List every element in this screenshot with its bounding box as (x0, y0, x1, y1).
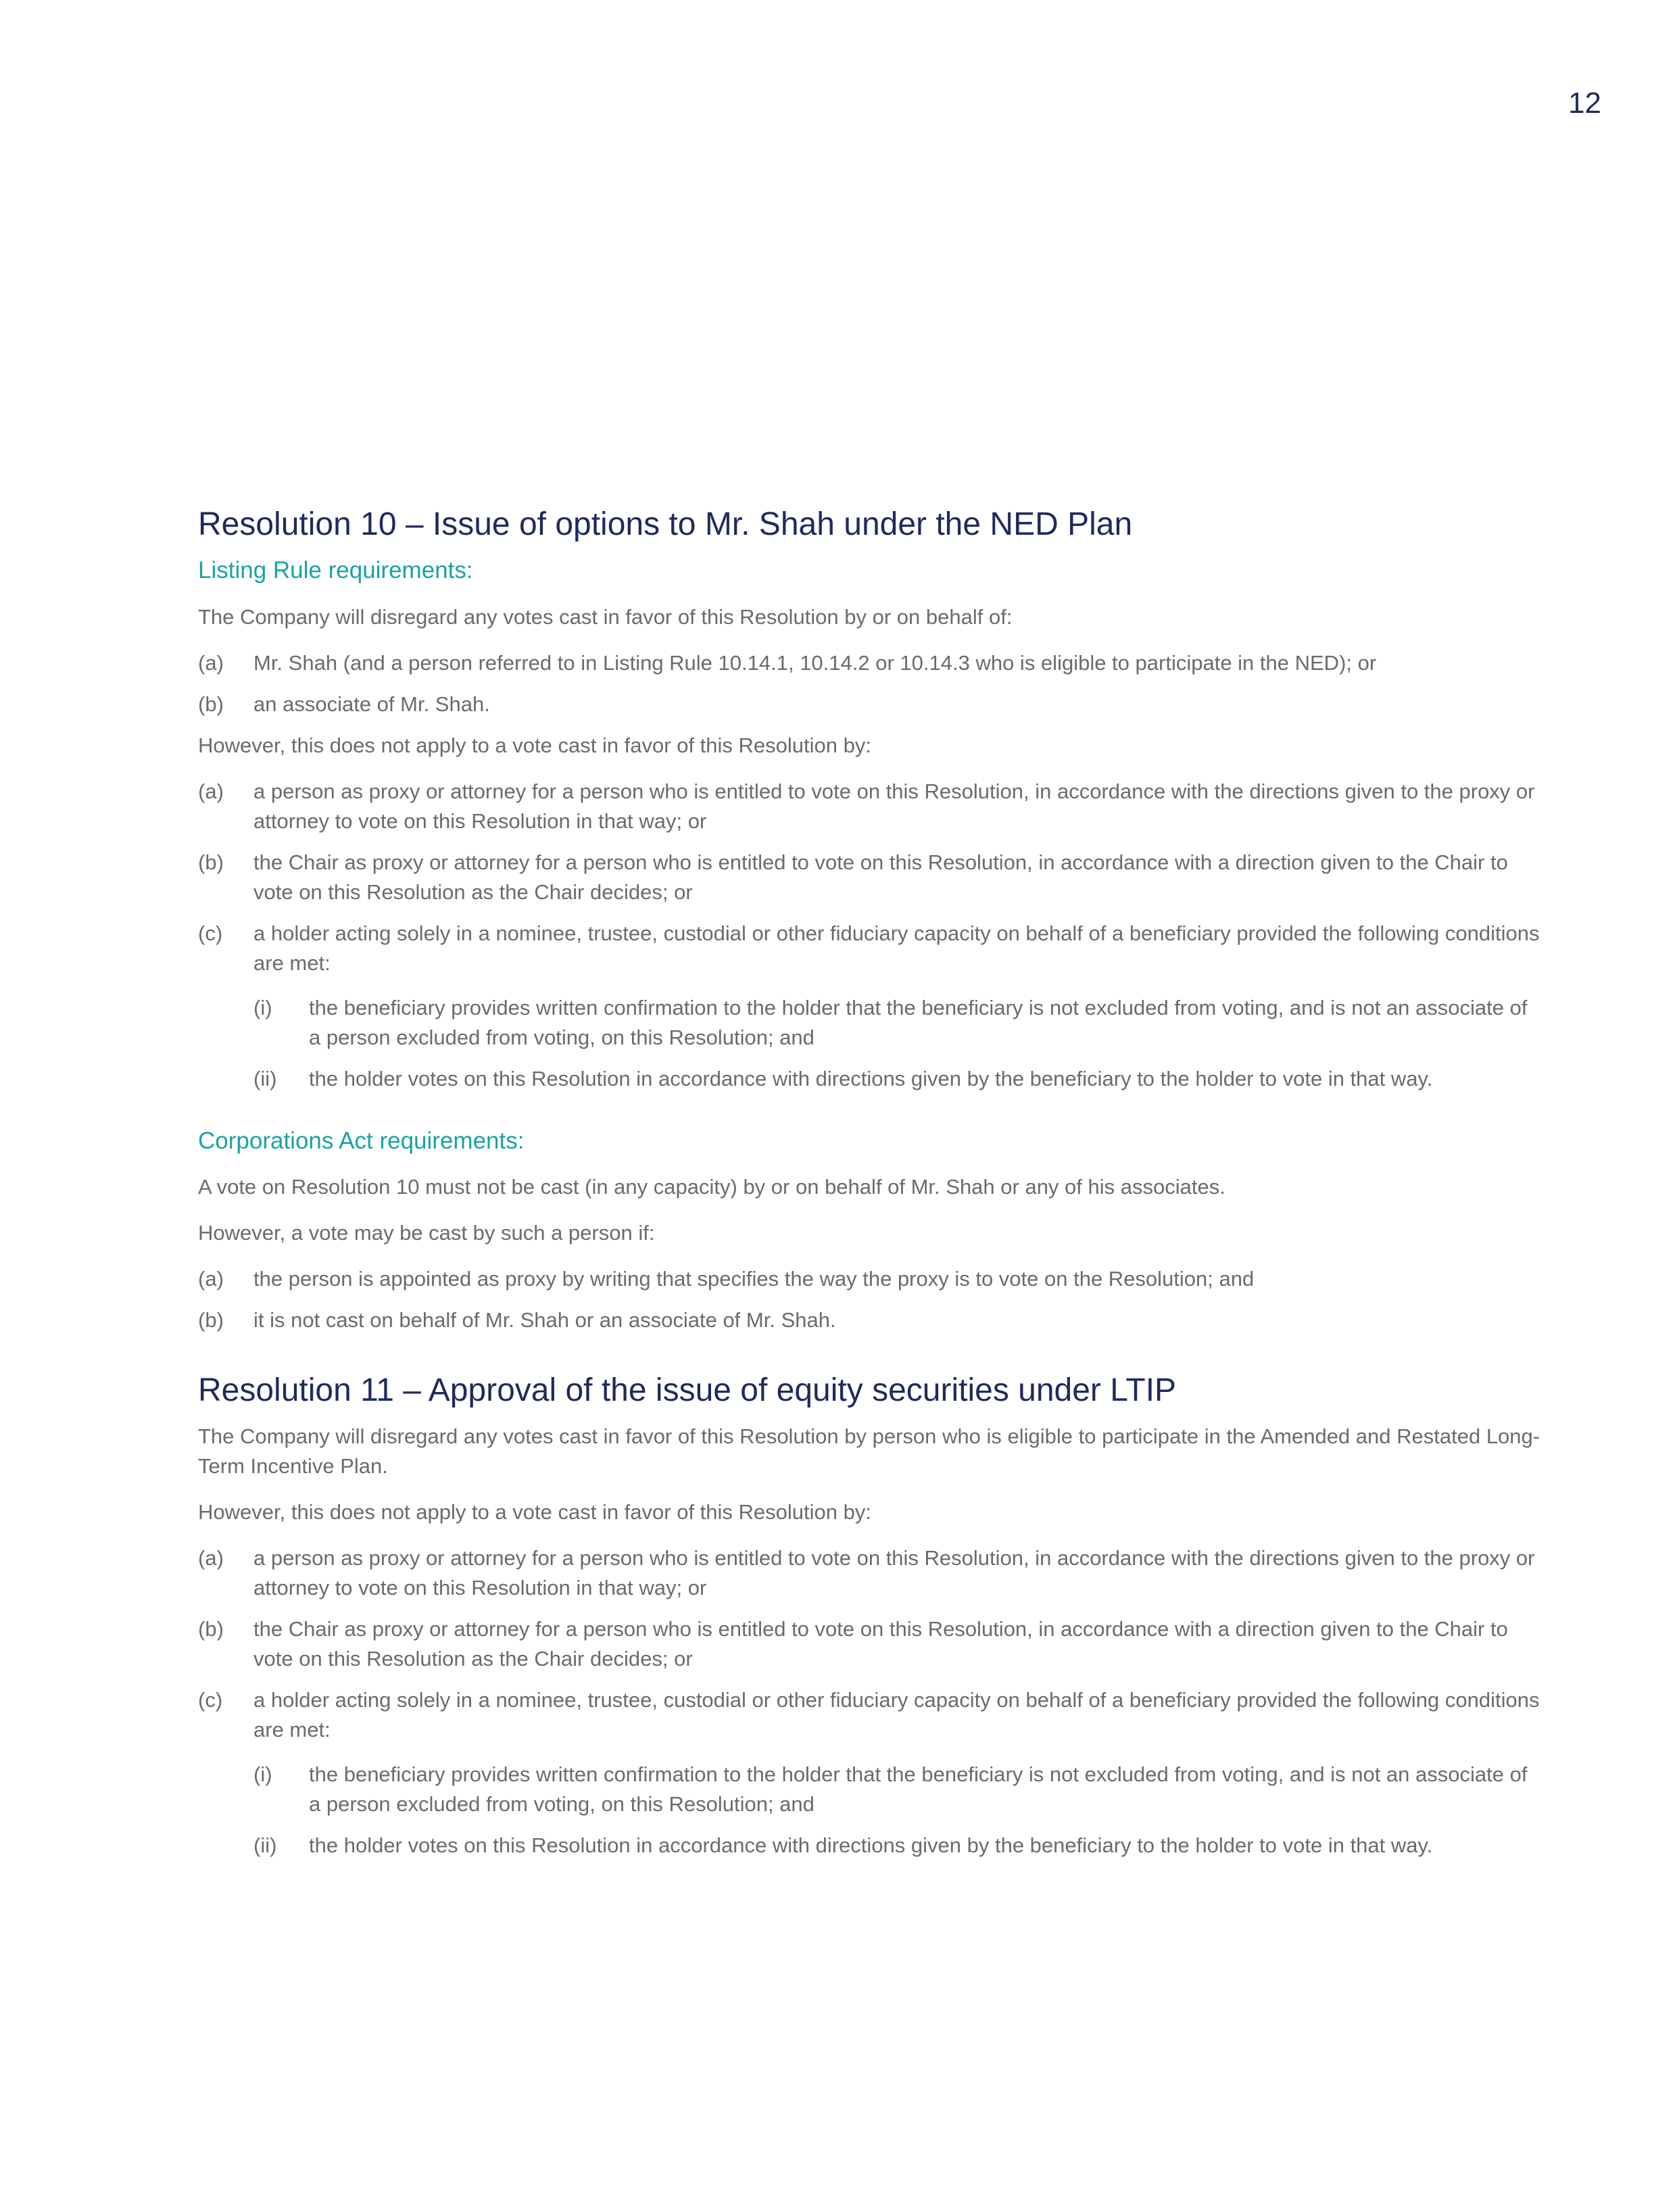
list-text: the Chair as proxy or attorney for a person who is entitled to vote on this Resolution, in accordance with a direction given to the Chair to vote on this Resolution as the Chair decides; or (253, 850, 1508, 904)
list-item (198, 1305, 1543, 1335)
list-marker: (b) (198, 1616, 224, 1641)
list-text: the holder votes on this Resolution in accordance with directions given by the beneficiary to the holder to vote in that way. (309, 1833, 1433, 1857)
list-item (198, 1614, 1543, 1674)
list-text: the Chair as proxy or attorney for a person who is entitled to vote on this Resolution, in accordance with a direction given to the Chair to vote on this Resolution as the Chair decides; or (253, 1616, 1508, 1670)
list-marker: (b) (198, 850, 224, 874)
list-marker: (a) (198, 779, 224, 803)
corporations-act-intro: A vote on Resolution 10 must not be cast (in any capacity) by or on behalf of Mr. Shah or any of his associates. (198, 1175, 1225, 1199)
list-text: the beneficiary provides written confirmation to the holder that the beneficiary is not excluded from voting, and is not an associate of a person excluded from voting, on this Resolution; and (309, 1762, 1528, 1816)
list-item (198, 648, 1543, 678)
list-item (198, 1264, 1543, 1294)
resolution-10-section (198, 504, 1543, 1335)
resolution-11-title: Resolution 11 – Approval of the issue of equity securities under LTIP (198, 1372, 1177, 1409)
resolution-10-intro: The Company will disregard any votes cast in favor of this Resolution by or on behalf of: (198, 604, 1013, 629)
list-text: the holder votes on this Resolution in accordance with directions given by the beneficiary to the holder to vote in that way. (309, 1066, 1433, 1090)
sub-list-item (253, 1831, 1543, 1860)
list-marker: (a) (198, 1545, 224, 1570)
list-text: the beneficiary provides written confirmation to the holder that the beneficiary is not excluded from voting, and is not an associate of a person excluded from voting, on this Resolution; and (309, 995, 1528, 1049)
document-body (198, 504, 1543, 1872)
list-text: a person as proxy or attorney for a person who is entitled to vote on this Resolution, in accordance with the directions given to the proxy or attorney to vote on this Resolution in that way; or (253, 779, 1535, 833)
exceptions-list (198, 777, 1543, 978)
list-marker: (c) (198, 921, 223, 945)
sub-list-item (253, 1064, 1543, 1094)
list-marker: (ii) (253, 1066, 277, 1090)
list-item (198, 1685, 1543, 1745)
list-marker: (i) (253, 1762, 272, 1786)
list-marker: (a) (198, 1267, 224, 1291)
corporations-act-however: However, a vote may be cast by such a person if: (198, 1221, 655, 1245)
resolution-10-however: However, this does not apply to a vote cast in favor of this Resolution by: (198, 733, 871, 757)
corporations-act-list (198, 1264, 1543, 1335)
list-text: a holder acting solely in a nominee, trustee, custodial or other fiduciary capacity on behalf of a beneficiary provided the following conditions are met: (253, 921, 1540, 975)
conditions-list (198, 993, 1543, 1094)
list-marker: (i) (253, 995, 272, 1019)
list-text: the person is appointed as proxy by writing that specifies the way the proxy is to vote on the Resolution; and (253, 1267, 1255, 1291)
page-number: 12 (1568, 87, 1601, 120)
list-marker: (b) (198, 1308, 224, 1332)
resolution-11-section (198, 1370, 1543, 1860)
list-item (198, 777, 1543, 836)
list-item (198, 848, 1543, 907)
list-text: a holder acting solely in a nominee, trustee, custodial or other fiduciary capacity on behalf of a beneficiary provided the following conditions are met: (253, 1687, 1540, 1741)
list-text: a person as proxy or attorney for a person who is entitled to vote on this Resolution, in accordance with the directions given to the proxy or attorney to vote on this Resolution in that way; or (253, 1545, 1535, 1600)
list-text: it is not cast on behalf of Mr. Shah or an associate of Mr. Shah. (253, 1308, 836, 1332)
list-item (198, 1543, 1543, 1603)
list-marker: (b) (198, 692, 224, 716)
excluded-list (198, 648, 1543, 719)
list-item (198, 690, 1543, 719)
list-marker: (c) (198, 1687, 223, 1712)
exceptions-list (198, 1543, 1543, 1745)
listing-rule-heading: Listing Rule requirements: (198, 557, 473, 584)
list-text: an associate of Mr. Shah. (253, 692, 490, 716)
list-marker: (a) (198, 650, 224, 675)
list-marker: (ii) (253, 1833, 277, 1857)
resolution-10-title: Resolution 10 – Issue of options to Mr. Shah under the NED Plan (198, 506, 1133, 542)
sub-list-item (253, 993, 1543, 1053)
conditions-list (198, 1760, 1543, 1860)
resolution-11-however: However, this does not apply to a vote cast in favor of this Resolution by: (198, 1499, 871, 1524)
list-item (198, 919, 1543, 978)
sub-list-item (253, 1760, 1543, 1819)
list-text: Mr. Shah (and a person referred to in Listing Rule 10.14.1, 10.14.2 or 10.14.3 who is eligible to participate in the NED); or (253, 650, 1377, 675)
resolution-11-intro: The Company will disregard any votes cast in favor of this Resolution by person who is eligible to participate in the Amended and Restated Long-Term Incentive Plan. (198, 1424, 1540, 1478)
corporations-act-heading: Corporations Act requirements: (198, 1127, 525, 1154)
